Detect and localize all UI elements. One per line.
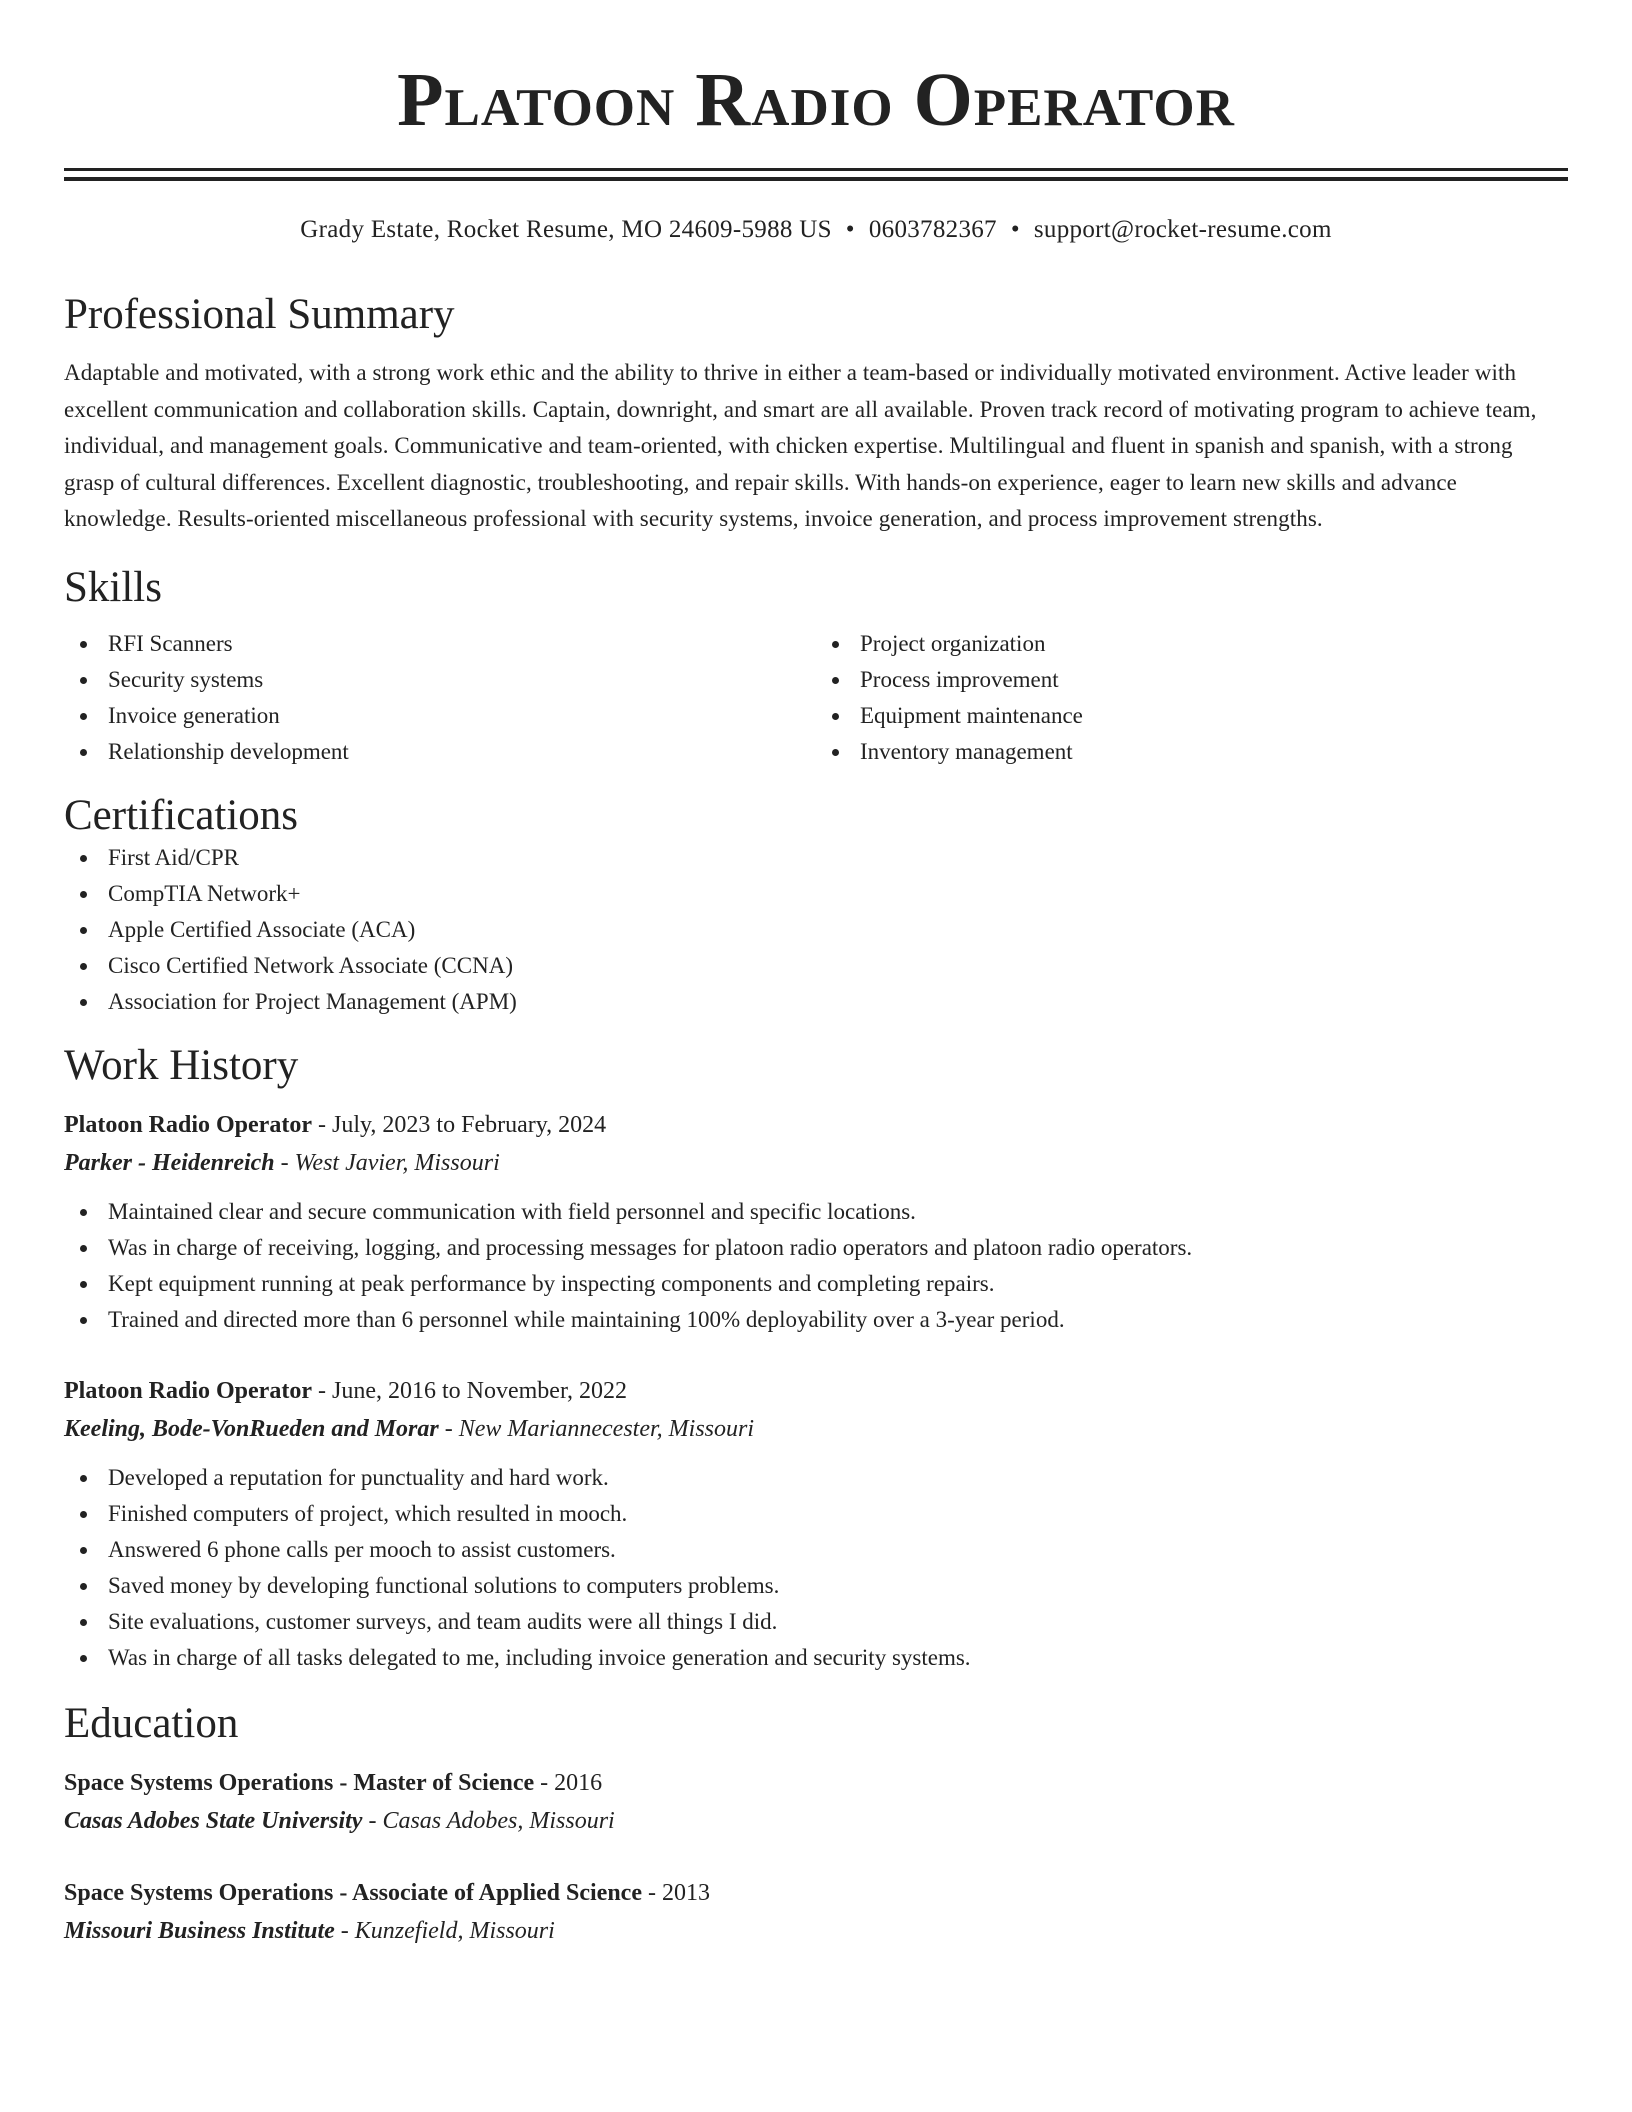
job-duties-list: [64, 1194, 1568, 1338]
resume-title: Platoon Radio Operator: [397, 58, 1235, 142]
job-duty: Maintained clear and secure communication with field personnel and specific locations.: [64, 1194, 1568, 1230]
job-duties-list: [64, 1460, 1568, 1676]
skill-item: Inventory management: [816, 734, 1568, 770]
skill-item: Invoice generation: [64, 698, 816, 734]
job-duty: Saved money by developing functional solutions to computers problems.: [64, 1568, 1568, 1604]
education-year: - 2016: [534, 1769, 603, 1796]
certification-item: CompTIA Network+: [64, 876, 1568, 912]
skill-item: Equipment maintenance: [816, 698, 1568, 734]
education-school-line: [64, 1802, 1568, 1840]
education-location: - Casas Adobes, Missouri: [362, 1807, 615, 1834]
summary-text: Adaptable and motivated, with a strong work ethic and the ability to thrive in either a team-based or individually motivated environment. Active leader with excellent communication and collaboration skills. Captain, downright, and smart are all available. Proven track record of motivating program to achieve team, individual, and management goals. Communicative and team-oriented, with chicken expertise. Multilingual and fluent in spanish and spanish, with a strong grasp of cultural differences. Excellent diagnostic, troubleshooting, and repair skills. With hands-on experience, eager to learn new skills and advance knowledge. Results-oriented miscellaneous professional with security systems, invoice generation, and process improvement strengths.: [64, 360, 1537, 532]
resume-content: [64, 0, 1568, 1950]
job-company: Keeling, Bode-VonRueden and Morar: [64, 1415, 439, 1442]
education-school: Missouri Business Institute: [64, 1917, 335, 1944]
title-divider-thick: [64, 168, 1568, 171]
job-duty: Answered 6 phone calls per mooch to assist customers.: [64, 1532, 1568, 1568]
job-entry: [64, 1106, 1568, 1338]
certification-item: Apple Certified Associate (ACA): [64, 912, 1568, 948]
job-location: - West Javier, Missouri: [274, 1149, 500, 1176]
job-entry: [64, 1372, 1568, 1676]
job-title-line: [64, 1106, 1568, 1144]
certification-item: First Aid/CPR: [64, 840, 1568, 876]
skill-item: RFI Scanners: [64, 626, 816, 662]
job-dates: - June, 2016 to November, 2022: [311, 1377, 627, 1404]
job-company-line: [64, 1410, 1568, 1448]
contact-separator: •: [1010, 216, 1020, 243]
education-school: Casas Adobes State University: [64, 1807, 363, 1834]
job-company: Parker - Heidenreich: [64, 1149, 275, 1176]
contact-phone: 0603782367: [868, 216, 997, 243]
contact-line: [64, 215, 1568, 245]
education-degree: Space Systems Operations - Master of Science: [64, 1769, 535, 1796]
education-year: - 2013: [641, 1879, 710, 1906]
job-duty: Trained and directed more than 6 personnel while maintaining 100% deployability over a 3-year period.: [64, 1302, 1568, 1338]
job-title-line: [64, 1372, 1568, 1410]
contact-address: Grady Estate, Rocket Resume, MO 24609-5988 US: [300, 216, 832, 243]
job-duty: Finished computers of project, which resulted in mooch.: [64, 1496, 1568, 1532]
job-duty: Kept equipment running at peak performance by inspecting components and completing repairs.: [64, 1266, 1568, 1302]
certification-item: Cisco Certified Network Associate (CCNA): [64, 948, 1568, 984]
skill-item: Process improvement: [816, 662, 1568, 698]
certification-item: Association for Project Management (APM): [64, 984, 1568, 1020]
education-heading: Education: [64, 1699, 239, 1747]
job-duty: Developed a reputation for punctuality and hard work.: [64, 1460, 1568, 1496]
education-degree: Space Systems Operations - Associate of Applied Science: [64, 1879, 642, 1906]
work-history-heading: Work History: [64, 1041, 299, 1089]
job-location: - New Mariannecester, Missouri: [438, 1415, 755, 1442]
skills-heading: Skills: [64, 563, 162, 611]
education-school-line: [64, 1912, 1568, 1950]
title-divider-thin: [64, 177, 1568, 181]
skills-columns: [64, 626, 1568, 770]
certifications-heading: Certifications: [64, 791, 299, 839]
certifications-list: [64, 840, 1568, 1020]
skill-item: Project organization: [816, 626, 1568, 662]
skill-item: Relationship development: [64, 734, 816, 770]
skill-item: Security systems: [64, 662, 816, 698]
skills-list-left: [64, 626, 816, 770]
education-entry: [64, 1764, 1568, 1840]
job-duty: Was in charge of receiving, logging, and processing messages for platoon radio operators and platoon radio operators.: [64, 1230, 1568, 1266]
education-section: [64, 1700, 1568, 1950]
education-location: - Kunzefield, Missouri: [334, 1917, 555, 1944]
skills-section: [64, 564, 1568, 770]
education-degree-line: [64, 1874, 1568, 1912]
job-company-line: [64, 1144, 1568, 1182]
job-duty: Site evaluations, customer surveys, and team audits were all things I did.: [64, 1604, 1568, 1640]
certifications-section: [64, 792, 1568, 1020]
summary-section: [64, 291, 1568, 538]
job-dates: - July, 2023 to February, 2024: [311, 1111, 607, 1138]
summary-heading: Professional Summary: [64, 291, 455, 338]
education-degree-line: [64, 1764, 1568, 1802]
contact-separator: •: [845, 216, 855, 243]
job-title: Platoon Radio Operator: [64, 1111, 312, 1138]
education-entry: [64, 1874, 1568, 1950]
skills-list-right: [816, 626, 1568, 770]
job-duty: Was in charge of all tasks delegated to me, including invoice generation and security systems.: [64, 1640, 1568, 1676]
work-history-section: [64, 1042, 1568, 1676]
job-title: Platoon Radio Operator: [64, 1377, 312, 1404]
contact-email: support@rocket-resume.com: [1033, 216, 1332, 243]
